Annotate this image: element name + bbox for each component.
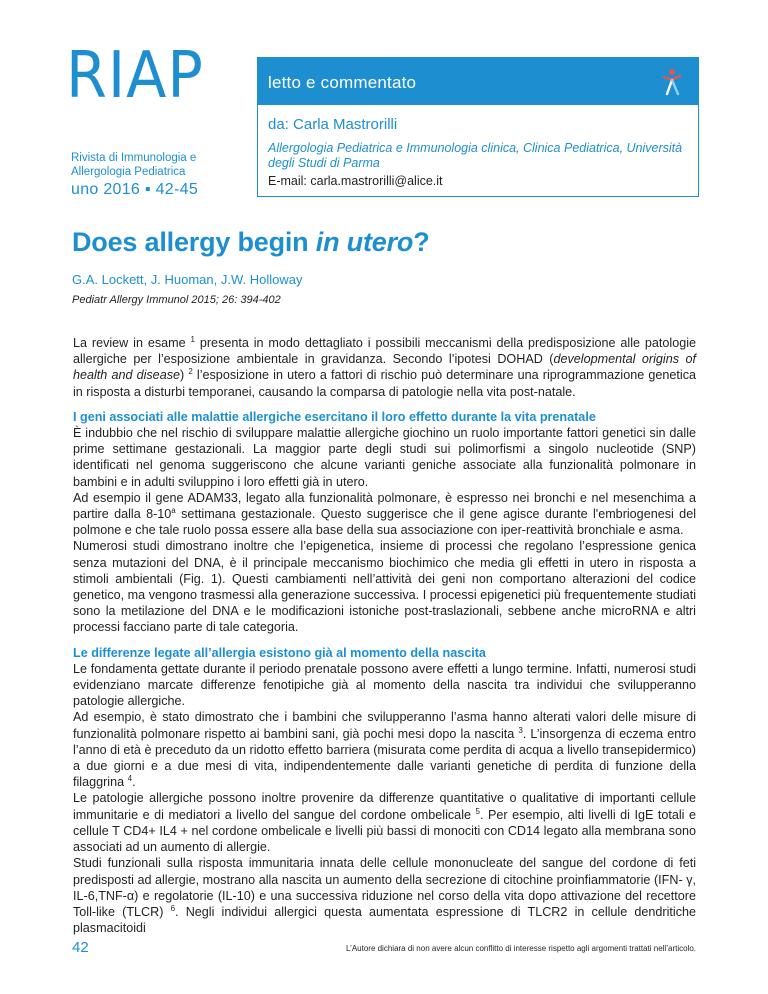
text-run: Ad esempio il gene ADAM33, legato alla funzionalità polmonare, è espresso nei bronchi e nel mesenchima a partire dalla 8-10 xyxy=(73,490,696,522)
author-box xyxy=(257,105,699,197)
title-italic: in utero xyxy=(315,227,414,257)
intro-paragraph xyxy=(73,335,696,400)
body-paragraph xyxy=(73,790,696,855)
reference-marker: 1 xyxy=(190,334,195,344)
reference-marker: 3 xyxy=(518,725,523,735)
section-heading-genes: I geni associati alle malattie allergiche esercitano il loro effetto durante la vita prenatale xyxy=(73,409,596,424)
title-end: ? xyxy=(413,227,430,257)
title-main: Does allergy begin xyxy=(72,227,316,257)
section-title: letto e commentato xyxy=(268,73,417,92)
reference-marker: 6 xyxy=(170,903,176,913)
stylized-figure-icon xyxy=(660,68,684,96)
superscript: a xyxy=(171,505,176,515)
section-bar xyxy=(257,57,699,105)
section-heading-differences: Le differenze legate all’allergia esistono già al momento della nascita xyxy=(73,645,486,660)
reference-marker: 5 xyxy=(475,806,480,816)
text-run: presenta in modo dettagliato i possibili meccanismi della predisposizione alle patologie allergiche per l’esposizione ambientale in gravidanza. Secondo l’ipotesi DOHAD ( xyxy=(73,336,697,367)
conflict-of-interest-note: L’Autore dichiara di non avere alcun conflitto di interesse rispetto agli argomenti trattati nell’articolo. xyxy=(346,944,696,953)
body-paragraph xyxy=(73,855,696,936)
article-authors: G.A. Lockett, J. Huoman, J.W. Holloway xyxy=(72,272,303,287)
journal-logo: RIAP xyxy=(66,39,204,113)
body-paragraph xyxy=(73,490,696,539)
text-run: . Negli individui allergici questa aumentata espressione di TLCR2 in cellule dendritiche plasmacitoidi xyxy=(73,904,697,936)
body-paragraph: Numerosi studi dimostrano inoltre che l’epigenetica, insieme di processi che regolano l’espressione genica senza mutazioni del DNA, è il principale meccanismo biochimico che media gli effetti in utero in risposta a stimoli ambientali (Fig. 1). Questi cambiamenti nell’attività dei geni non comportano alterazioni del codice genetico, ma vengono trasmessi alla generazione successiva. I processi epigenetici più frequentemente studiati sono la metilazione del DNA e le modificazioni istoniche post-traslazionali, sebbene anche microRNA e altri processi facciano parte di tale categoria. xyxy=(73,539,696,635)
text-run: . xyxy=(132,775,136,790)
text-run: Ad esempio, è stato dimostrato che i bambini che svilupperanno l’asma hanno alterati valori delle misure di funzionalità polmonare rispetto ai bambini sani, già pochi mesi dopo la nascita xyxy=(73,710,696,741)
journal-issue: uno 2016 ▪ 42-45 xyxy=(71,181,199,198)
commentator-affiliation: Allergologia Pediatrica e Immunologia clinica, Clinica Pediatrica, Università degli Studi di Parma xyxy=(268,141,683,170)
text-run: Le patologie allergiche possono inoltre provenire da differenze quantitative o qualitative di importanti cellule immunitarie e di mediatori a livello del sangue del cordone ombelicale xyxy=(73,791,696,822)
body-paragraph: È indubbio che nel rischio di sviluppare malattie allergiche giochino un ruolo importante fattori genetici sin dalle prime settimane gestazionali. La maggior parte degli studi sui polimorfismi a singolo nucleotide (SNP) identificati nel genoma suggeriscono che alcune varianti geniche associate alla funzionalità polmonare in bambini e in adulti sviluppino i loro effetti già in utero. xyxy=(73,426,696,489)
text-run: La review in esame xyxy=(73,336,191,350)
text-run: developmental origins of health and disease xyxy=(73,352,696,383)
article-title xyxy=(72,227,429,258)
reference-marker: 4 xyxy=(127,774,133,784)
article-citation: Pediatr Allergy Immunol 2015; 26: 394-402 xyxy=(72,294,281,306)
page-number: 42 xyxy=(72,939,89,956)
commentator-email[interactable]: E-mail: carla.mastrorilli@alice.it xyxy=(268,174,443,188)
journal-name: Rivista di Immunologia e Allergologia Pediatrica xyxy=(71,152,197,178)
body-paragraph xyxy=(73,709,696,790)
article-body xyxy=(73,335,696,936)
reference-marker: 2 xyxy=(188,367,193,377)
text-run: . Per esempio, alti livelli di IgE totali e cellule T CD4+ IL4 + nel cordone ombelicale e livelli più bassi di monociti con CD14 legato alla membrana sono associati ad un aumento di allergie. xyxy=(73,807,696,855)
text-run: ) xyxy=(180,368,189,383)
text-run: . L’insorgenza di eczema entro l’anno di età è preceduto da un ridotto effetto barriera (misurata come perdita di acqua a livello transepidermico) a due giorni e a due mesi di vita, indipendentemente dalle varianti genetiche di perdita di funzione della filaggrina xyxy=(73,726,696,790)
body-paragraph: Le fondamenta gettate durante il periodo prenatale possono avere effetti a lungo termine. Infatti, numerosi studi evidenziano marcate differenze fenotipiche già al momento della nascita tra individui che svilupperanno patologie allergiche. xyxy=(73,661,696,709)
text-run: settimana gestazionale. Questo suggerisce che il gene agisce durante l'embriogenesi del polmone e che tale ruolo possa essere alla base della sua associazione con iper-reattività bronchiale e asma. xyxy=(73,507,696,538)
text-run: Studi funzionali sulla risposta immunitaria innata delle cellule mononucleate del sangue del cordone di feti predisposti ad allergie, mostrano alla nascita un aumento della secrezione di citochine proinfiammatorie (IFN- γ, IL-6,TNF-α) e regolatorie (IL-10) e una successiva riduzione nel corso della vita dopo attivazione del recettore Toll-like (TLCR) xyxy=(73,856,696,919)
commentator-name: da: Carla Mastrorilli xyxy=(268,116,398,133)
text-run: l’esposizione in utero a fattori di rischio può determinare una riprogrammazione genetica in risposta a disturbi temporanei, causando la comparsa di patologie nella vita post-natale. xyxy=(73,368,696,399)
